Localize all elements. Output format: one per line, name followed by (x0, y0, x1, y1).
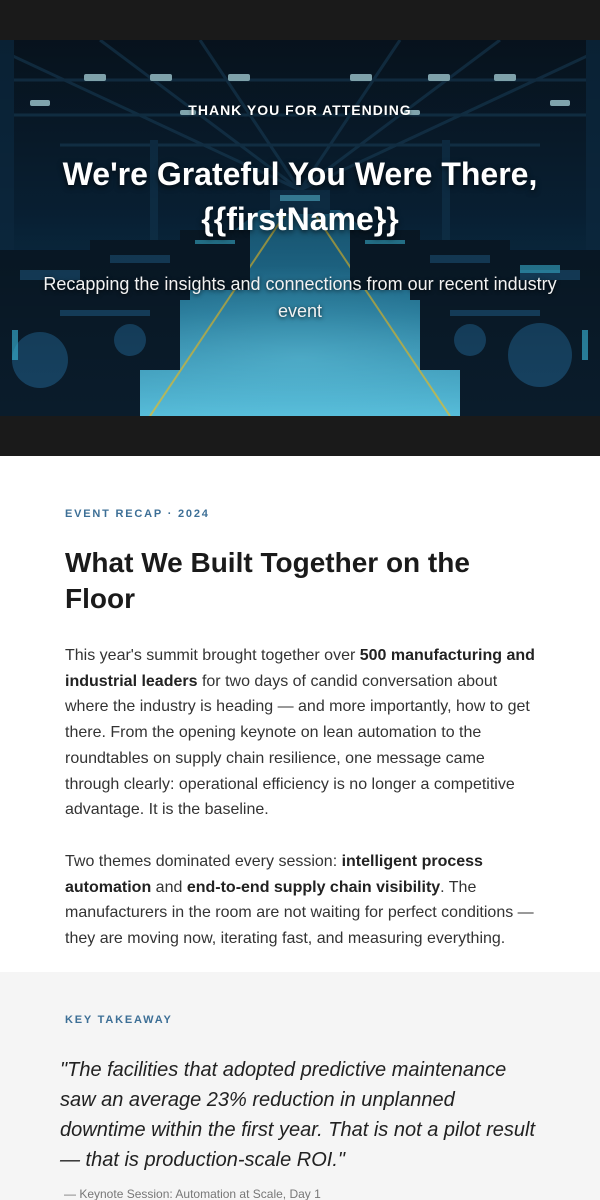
paragraph-2-highlight-1: intelligent process automation (65, 853, 483, 896)
paragraph-1-rest: for two days of candid conversation about where the industry is heading — and more importantly, how to get there. From the opening keynote on lean automation to the roundtables on supply chain resilience, one message came through clearly: operational efficiency is no longer a competitive advantage. It is the baseline. (65, 672, 530, 819)
key-takeaway-section (0, 972, 600, 1200)
hero-content (0, 40, 600, 416)
recap-eyebrow: EVENT RECAP · 2024 (65, 508, 210, 520)
top-dark-band (0, 0, 600, 40)
paragraph-2-middle: and (151, 878, 187, 896)
paragraph-2-highlight-2: end-to-end supply chain visibility (186, 878, 441, 896)
event-recap-section (0, 456, 600, 972)
quote-source: — Keynote Session: Automation at Scale, Day 1 (64, 1187, 321, 1200)
hero-title-line-1: We're Grateful You Were There, (62, 156, 538, 192)
hero-banner (0, 40, 600, 416)
bottom-dark-band (0, 416, 600, 456)
paragraph-1-lead: This year's summit brought together over (65, 647, 360, 664)
recap-paragraph-1 (65, 643, 537, 823)
paragraph-2-rest: . The manufacturers in the room are not waiting for perfect conditions — they are moving now, iterating fast, and measuring everything. (65, 878, 534, 948)
hero-title-line-2: {{firstName}} (201, 201, 399, 237)
hero-subtitle: Recapping the insights and connections from our recent industry event (43, 274, 557, 321)
recap-title: What We Built Together on the Floor (65, 547, 470, 614)
paragraph-1-highlight: 500 manufacturing and industrial leaders (65, 647, 535, 690)
takeaway-eyebrow: KEY TAKEAWAY (65, 1014, 173, 1026)
takeaway-quote: "The facilities that adopted predictive maintenance saw an average 23% reduction in unplanned downtime within the first year. That is not a pilot result — that is production-scale ROI." (60, 1059, 536, 1171)
hero-eyebrow: THANK YOU FOR ATTENDING (188, 102, 412, 118)
paragraph-2-lead: Two themes dominated every session: (65, 853, 342, 870)
hero-title (30, 152, 570, 242)
recap-paragraph-2 (65, 849, 537, 952)
